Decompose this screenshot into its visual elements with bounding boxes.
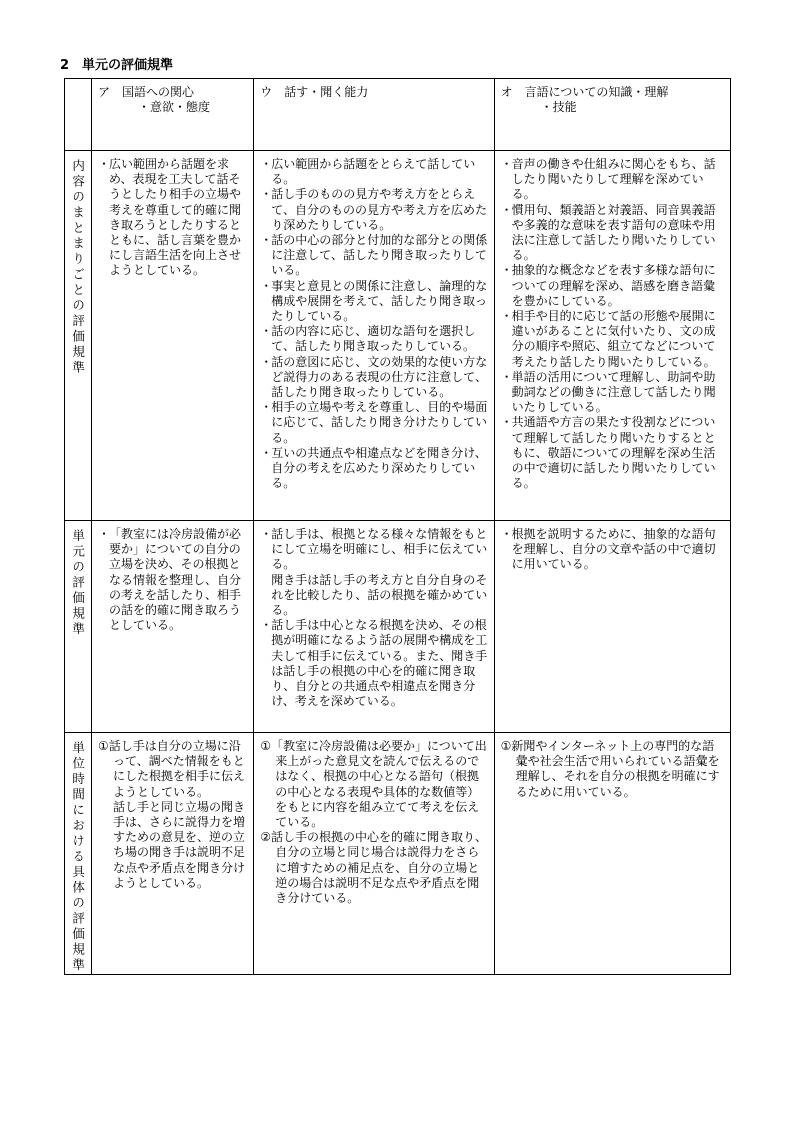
header-u	[254, 79, 494, 151]
list-item: ・ 相手の立場や考えを尊重し、目的や場面に応じて、話したり聞き分けたりしている。	[260, 400, 488, 445]
list-item: ・ 広い範囲から話題をとらえて話している。	[260, 157, 476, 187]
list-item: ・ 話し手は、根拠となる様々な情報をもとにして立場を明確にし、相手に伝えている。	[260, 527, 488, 572]
cell-a	[92, 733, 254, 975]
list-item: ・ 慣用句、類義語と対義語、同音異義語や多義的な意味を表す語句の意味や用法に注意して話したり聞いたりしている。	[500, 202, 716, 263]
list-item: ・ 話し手のものの見方や考え方をとらえて、自分のものの見方や考え方を広めたり深めたりしている。	[260, 187, 488, 232]
list-item: ①話し手は自分の立場に沿って、調べた情報をもとにした根拠を相手に伝えようとしている。	[98, 739, 246, 799]
header-u-line1: ウ 話す・聞く能力	[260, 85, 369, 99]
header-o	[494, 79, 730, 151]
corner-cell	[65, 79, 92, 151]
row-label-cell	[65, 151, 92, 521]
list-item: ・ 抽象的な概念などを表す多様な語句についての理解を深め、語感を磨き語彙を豊かにしている。	[500, 263, 716, 308]
list-item: ①「教室に冷房設備は必要か」について出来上がった意見文を読んで伝えるのではなく、根拠の中心となる語句（根拠の中心となる表現や具体的な数値等）をもとに内容を組み立てて考えを伝えている。	[260, 739, 487, 830]
header-o-line2: ・技能	[540, 100, 577, 115]
row-label: 内容のまとまりごとの評価規準	[70, 159, 86, 376]
list-item: ・ 話し手は中心となる根拠を決め、その根拠が明確になるよう話の展開や構成を工夫して相手に伝えている。また、聞き手は話し手の根拠の中心を的確に聞き取り、自分との共通点や相違点を聞き分け、考えを深めている。	[260, 618, 488, 709]
list-item: ・ 音声の働きや仕組みに関心をもち、話したり聞いたりして理解を深めている。	[500, 157, 716, 202]
row-content-criteria	[65, 151, 731, 521]
row-label: 単位時間における具体の評価規準	[70, 741, 86, 974]
list-item: ・ 話の意図に応じ、文の効果的な使い方など説得力のある表現の仕方に注意して、話したり聞き取ったりしている。	[260, 354, 488, 400]
list-item: ・ 話の内容に応じ、適切な語句を選択して、話したり聞き取ったりしている。	[260, 324, 476, 354]
cell-u	[254, 733, 494, 975]
list-item: ・ 単語の活用について理解し、助詞や助動詞などの働きに注意して話したり聞いたりしている。	[500, 369, 716, 415]
header-a-line1: ア 国語への関心	[98, 85, 195, 99]
row-unit-criteria	[65, 521, 731, 733]
cell-u	[254, 521, 494, 733]
list-item: ②話し手の根拠の中心を的確に聞き取り、自分の立場と同じ場合は説得力をさらに増すための補足点を、自分の立場と逆の場合は説明不足な点や矛盾点を聞き分けている。	[260, 830, 488, 906]
list-item: ・ 互いの共通点や相違点などを聞き分け、自分の考えを広めたり深めたりしている。	[260, 445, 487, 491]
list-item: ・ 「教室には冷房設備が必要か」についての自分の立場を決め、その根拠となる情報を整理し、自分の考えを話したり、相手の話を的確に聞き取ろうとしている。	[98, 527, 242, 633]
header-o-line1: オ 言語についての知識・理解	[500, 85, 669, 99]
list-item-continuation: 聞き手は話し手の考え方と自分自身のそれを比較したり、話の根拠を確かめている。	[271, 572, 488, 618]
row-label: 単元の評価規準	[70, 529, 86, 638]
list-item: ①新聞やインターネット上の専門的な語彙や社会生活で用いられている語彙を理解し、それを自分の根拠を明確にするために用いている。	[500, 739, 720, 799]
list-item: ・ 話の中心の部分と付加的な部分との関係に注意して、話したり聞き取ったりしている。	[260, 233, 488, 278]
section-heading: 2 単元の評価規準	[60, 58, 174, 73]
list-item: ・ 相手や目的に応じて話の形態や展開に違いがあることに気付いたり、文の成分の順序や照応、組立てなどについて考えたり話したり聞いたりしている。	[500, 309, 716, 369]
row-lesson-criteria	[65, 733, 731, 975]
cell-o	[494, 151, 730, 521]
list-item: ・ 広い範囲から話題を求め、表現を工夫して話そうとしたり相手の立場や考えを尊重して的確に聞き取ろうとしたりするとともに、話し言葉を豊かにし言語生活を向上させようとしている。	[98, 157, 242, 278]
cell-a	[92, 521, 254, 733]
cell-o	[494, 521, 730, 733]
header-a-line2: ・意欲・態度	[138, 100, 211, 115]
list-item: ・ 事実と意見との関係に注意し、論理的な構成や展開を考えて、話したり聞き取ったりしている。	[260, 278, 488, 324]
cell-o	[494, 733, 730, 975]
row-label-cell	[65, 521, 92, 733]
list-item-continuation: 話し手と同じ立場の聞き手は、さらに説得力を増すための意見を、逆の立ち場の聞き手は説明不足な点や矛盾点を聞き分けようとしている。	[113, 799, 246, 890]
evaluation-criteria-table	[64, 78, 731, 975]
header-row	[65, 79, 731, 151]
cell-a	[92, 151, 254, 521]
list-item: ・ 共通語や方言の果たす役割などについて理解して話したり聞いたりするとともに、敬語についての理解を深め生活の中で適切に話したり聞いたりしている。	[500, 415, 716, 491]
header-a	[92, 79, 254, 151]
cell-u	[254, 151, 494, 521]
list-item: ・ 根拠を説明するために、抽象的な語句を理解し、自分の文章や話の中で適切に用いている。	[500, 527, 716, 572]
row-label-cell	[65, 733, 92, 975]
